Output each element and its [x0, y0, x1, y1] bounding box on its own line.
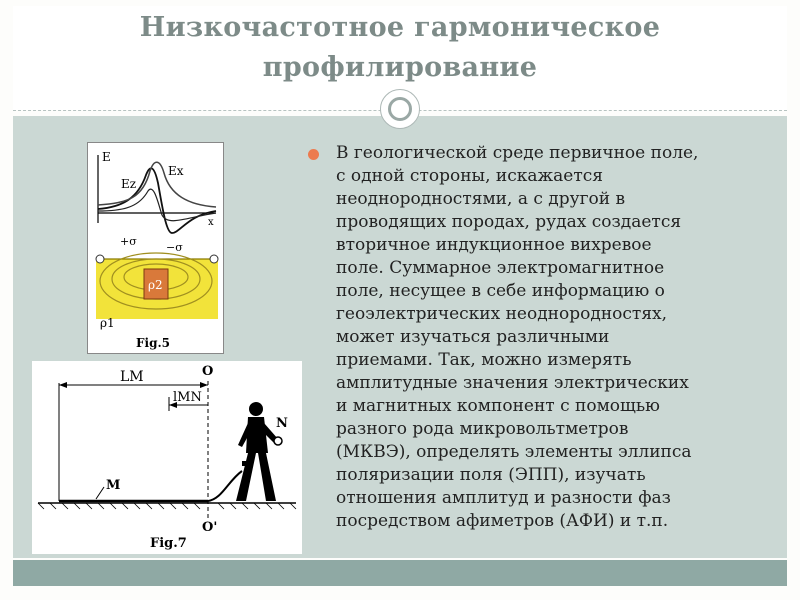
body-line: проводящих породах, рудах создается — [336, 212, 682, 232]
body-line: неоднородностями, а с другой в — [336, 189, 626, 209]
fig7-label-M: M — [106, 478, 121, 493]
figure-7 — [32, 361, 302, 554]
fig5-label-x: x — [208, 217, 214, 228]
body-line: отношения амплитуд и разности фаз — [336, 488, 671, 508]
body-line: вторичное индукционное вихревое — [336, 235, 652, 255]
fig7-label-O-prime: O' — [202, 520, 218, 535]
body-line: может изучаться различными — [336, 327, 610, 347]
body-line: геоэлектрических неоднородностях, — [336, 304, 668, 324]
body-line: поляризации поля (ЭПП), изучать — [336, 465, 646, 485]
body-line: посредством афиметров (АФИ) и т.п. — [336, 511, 669, 531]
divider-circle-ornament — [380, 89, 420, 129]
body-line: приемами. Так, можно измерять — [336, 350, 632, 370]
fig7-label-lMN: lMN — [173, 390, 202, 405]
fig5-label-plus-sigma: +σ — [120, 235, 137, 248]
body-line: поле. Суммарное электромагнитное — [336, 258, 665, 278]
figure-5-drawing — [88, 143, 225, 355]
figure-7-drawing — [32, 361, 302, 554]
body-line: и магнитных компонент с помощью — [336, 396, 660, 416]
fig7-lm-arrow-left — [59, 382, 67, 388]
fig7-ground-hatching — [38, 503, 296, 509]
body-line: В геологической среде первичное поле, — [336, 143, 699, 163]
fig7-label-N: N — [276, 416, 288, 431]
fig7-label-LM: LM — [120, 369, 144, 385]
fig7-label-M-leader — [96, 487, 104, 499]
fig5-caption: Fig.5 — [136, 336, 170, 350]
body-line: разного рода микровольтметров — [336, 419, 629, 439]
fig5-label-Ez: Ez — [121, 177, 137, 191]
slide-title — [0, 8, 800, 88]
title-line-1: Низкочастотное гармоническое — [139, 12, 661, 43]
fig7-caption: Fig.7 — [150, 536, 187, 551]
body-line: (МКВЭ), определять элементы эллипса — [336, 442, 692, 462]
body-line: с одной стороны, искажается — [336, 166, 603, 186]
body-line: поле, несущее в себе информацию о — [336, 281, 665, 301]
fig5-label-rho2: ρ2 — [148, 278, 163, 292]
fig5-label-Ex: Ex — [168, 164, 184, 178]
body-line: амплитудные значения электрических — [336, 373, 689, 393]
fig5-label-E: E — [102, 150, 111, 164]
footer-bar — [13, 560, 787, 586]
divider-circle-inner — [388, 97, 412, 121]
fig7-label-O: O — [202, 364, 214, 379]
fig5-label-minus-sigma: −σ — [166, 241, 183, 254]
bullet-icon — [308, 149, 319, 160]
fig7-lm-arrow-right — [200, 382, 208, 388]
body-paragraph — [336, 142, 782, 533]
title-line-2: профилирование — [262, 52, 538, 83]
fig5-label-rho1: ρ1 — [100, 316, 115, 330]
figure-5 — [87, 142, 224, 354]
fig7-cable-to-operator — [208, 471, 242, 501]
fig5-electrode-left — [96, 255, 104, 263]
fig5-electrode-right — [210, 255, 218, 263]
